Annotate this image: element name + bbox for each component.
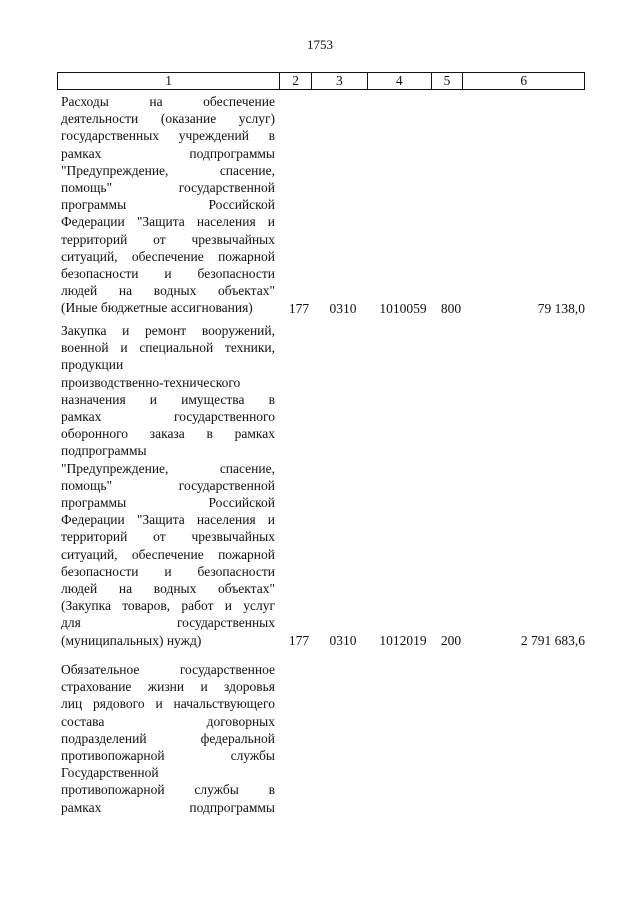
description-line: помощь" государственной <box>61 180 275 196</box>
column-header-1: 1 <box>58 73 280 89</box>
column-header-3: 3 <box>312 73 368 89</box>
description-line: безопасности и безопасности <box>61 563 275 579</box>
column-header-2: 2 <box>280 73 312 89</box>
description-line: людей на водных объектах" <box>61 283 275 299</box>
cell-col2: 177 <box>288 300 310 316</box>
cell-col2: 177 <box>288 632 310 648</box>
page-number: 1753 <box>307 37 333 52</box>
description-line: Расходы на обеспечение <box>61 94 275 109</box>
cell-col3: 0310 <box>329 300 357 316</box>
column-header-4: 4 <box>368 73 432 89</box>
cell-col4: 1012019 <box>379 632 427 648</box>
description-line: программы Российской <box>61 197 275 213</box>
description-line: подпрограммы <box>61 443 147 459</box>
description-line: лиц рядового и начальствующего <box>61 696 275 712</box>
description-line: государственных учреждений в <box>61 128 275 144</box>
description-line: рамках государственного <box>61 409 275 425</box>
column-header-6: 6 <box>520 73 528 88</box>
description-line: ситуаций, обеспечение пожарной <box>61 546 275 562</box>
description-line: людей на водных объектах" <box>61 581 275 597</box>
description-line: военной и специальной техники, <box>61 340 275 356</box>
description-line: помощь" государственной <box>61 477 275 493</box>
description-line: продукции <box>61 357 124 373</box>
description-line: (Закупка товаров, работ и услуг <box>61 598 275 614</box>
table-header <box>57 72 585 90</box>
description-line: назначения и имущества в <box>61 391 275 407</box>
description-line: ситуаций, обеспечение пожарной <box>61 248 275 264</box>
description-line: страхование жизни и здоровья <box>61 679 275 695</box>
description-line: Федерации "Защита населения и <box>61 512 275 528</box>
cell-col4: 1010059 <box>379 300 427 316</box>
description-line: (муниципальных) нужд) <box>61 632 202 648</box>
description-line: Федерации "Защита населения и <box>61 214 275 230</box>
cell-col6: 79 138,0 <box>537 300 585 316</box>
row-description <box>61 93 275 317</box>
description-line: Государственной <box>61 765 159 781</box>
description-line: рамках подпрограммы <box>61 145 275 161</box>
description-line: "Предупреждение, спасение, <box>61 162 275 178</box>
description-line: противопожарной службы в <box>61 782 275 798</box>
description-line: Обязательное государственное <box>61 662 275 677</box>
row-values <box>61 300 585 317</box>
description-line: деятельности (оказание услуг) <box>61 111 275 127</box>
description-line: рамках подпрограммы <box>61 799 275 815</box>
description-line: безопасности и безопасности <box>61 266 275 282</box>
description-line: Закупка и ремонт вооружений, <box>61 323 275 338</box>
column-header-5: 5 <box>432 73 464 89</box>
cell-col5: 200 <box>440 632 462 648</box>
description-line: "Предупреждение, спасение, <box>61 460 275 476</box>
cell-col6: 2 791 683,6 <box>520 632 585 648</box>
row-values <box>61 632 585 649</box>
description-line: территорий от чрезвычайных <box>61 529 275 545</box>
table-row <box>61 322 585 649</box>
row-description <box>61 661 275 816</box>
table-row <box>61 93 585 317</box>
description-line: подразделений федеральной <box>61 730 275 746</box>
description-line: оборонного заказа в рамках <box>61 426 275 442</box>
cell-col5: 800 <box>440 300 462 316</box>
description-line: производственно-технического <box>61 374 241 390</box>
table-row <box>61 661 585 816</box>
description-line: (Иные бюджетные ассигнования) <box>61 300 253 316</box>
description-line: состава договорных <box>61 713 275 729</box>
description-line: для государственных <box>61 615 275 631</box>
description-line: программы Российской <box>61 495 275 511</box>
row-description <box>61 322 275 649</box>
cell-col3: 0310 <box>329 632 357 648</box>
description-line: противопожарной службы <box>61 748 275 764</box>
description-line: территорий от чрезвычайных <box>61 231 275 247</box>
